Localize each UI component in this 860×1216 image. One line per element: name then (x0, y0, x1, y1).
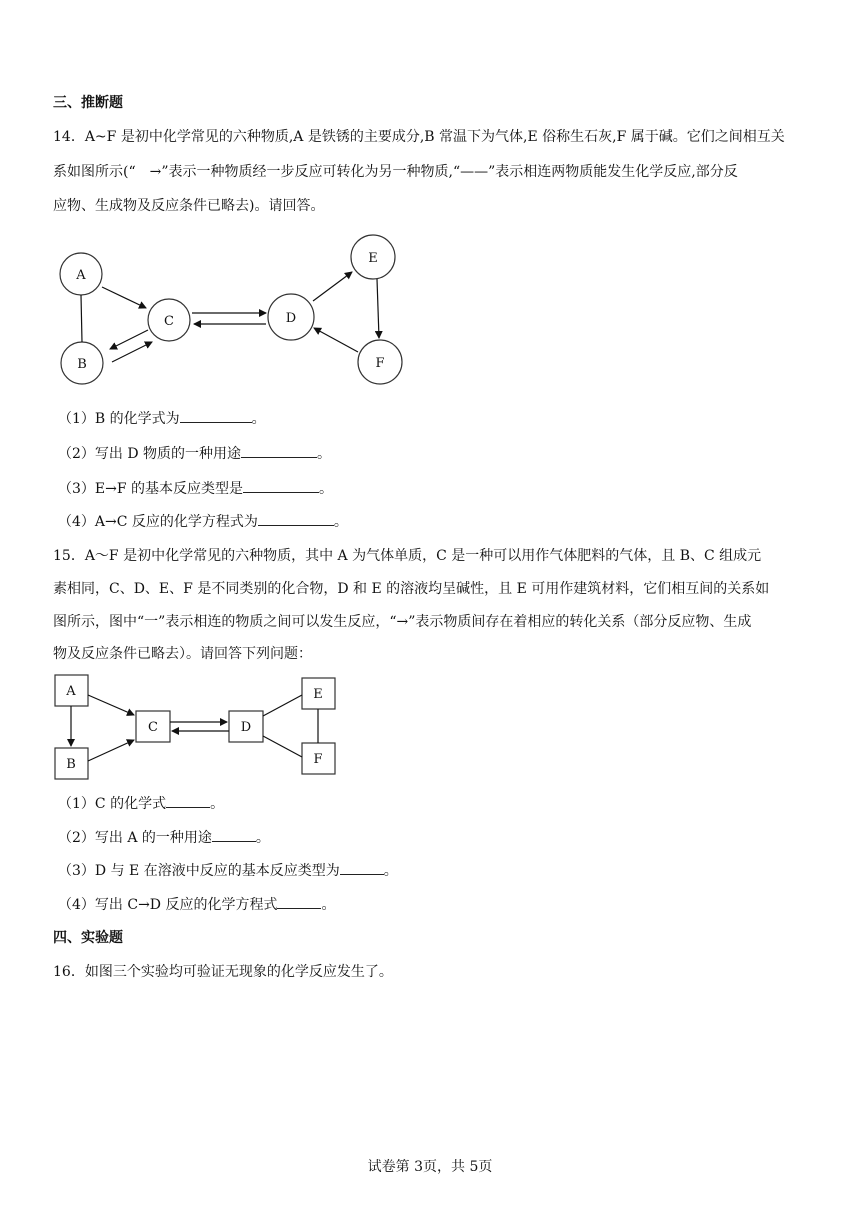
section-heading-inference: 三、推断题 (53, 95, 123, 111)
answer-blank[interactable] (258, 511, 334, 526)
q15-relation-diagram (0, 670, 860, 785)
q14-node-label-d: D (285, 311, 297, 326)
q14-node-label-e: E (368, 251, 378, 266)
q14-sub-question-1: （1）B 的化学式为 。 (58, 408, 266, 429)
answer-blank[interactable] (277, 894, 321, 909)
q14-stem-line-2: 系如图所示(“ →”表示一种物质经一步反应可转化为另一种物质,“——”表示相连两物质能发生化学反应,部分反 (53, 164, 738, 180)
q14-node-label-f: F (375, 356, 385, 371)
q15-stem-line-1: 15．A～F 是初中化学常见的六种物质，其中 A 为气体单质，C 是一种可以用作气体肥料的气体，且 B、C 组成元 (53, 548, 762, 564)
q14-node-label-b: B (77, 357, 87, 372)
q15-sub-question-1: （1）C 的化学式 。 (58, 793, 224, 814)
q15-sub-question-3: （3）D 与 E 在溶液中反应的基本反应类型为 。 (58, 860, 398, 881)
q15-node-label-b: B (66, 757, 76, 772)
answer-blank[interactable] (180, 408, 252, 423)
q14-sub-question-4: （4）A→C 反应的化学方程式为 。 (58, 511, 348, 532)
q14-sub-question-2: （2）写出 D 物质的一种用途 。 (58, 443, 331, 464)
q15-arrow-a-to-c (88, 695, 134, 715)
q15-node-label-e: E (313, 687, 323, 702)
q14-arrow-c-to-b (110, 330, 148, 349)
q15-link-d-e (263, 695, 302, 716)
answer-blank[interactable] (340, 860, 384, 875)
q15-arrow-b-to-c (88, 740, 134, 761)
q15-node-label-d: D (240, 720, 252, 735)
q15-node-label-c: C (148, 720, 158, 735)
q15-sub-question-2: （2）写出 A 的一种用途 。 (58, 827, 270, 848)
q14-arrow-e-to-f (377, 279, 379, 338)
page-footer: 试卷第 3页，共 5页 (367, 1159, 493, 1175)
q15-node-label-f: F (313, 752, 323, 767)
q14-node-label-a: A (76, 268, 86, 283)
q14-stem-line-3: 应物、生成物及反应条件已略去)。请回答。 (53, 198, 325, 214)
q14-stem-line-1: 14．A~F 是初中化学常见的六种物质,A 是铁锈的主要成分,B 常温下为气体,E 俗称生石灰,F 属于碱。它们之间相互关 (53, 129, 785, 145)
q15-stem-line-3: 图所示，图中“一”表示相连的物质之间可以发生反应，“→”表示物质间存在着相应的转化关系（部分反应物、生成 (53, 614, 752, 630)
q16-stem-line-1: 16．如图三个实验均可验证无现象的化学反应发生了。 (53, 964, 393, 980)
q14-arrow-a-to-c (102, 287, 146, 308)
answer-blank[interactable] (243, 478, 319, 493)
q15-stem-line-2: 素相同，C、D、E、F 是不同类别的化合物，D 和 E 的溶液均呈碱性，且 E 可用作建筑材料，它们相互间的关系如 (53, 581, 770, 597)
q15-node-label-a: A (66, 684, 76, 699)
q14-relation-diagram (0, 225, 860, 395)
answer-blank[interactable] (212, 827, 256, 842)
q14-sub-question-3: （3）E→F 的基本反应类型是 。 (58, 478, 333, 499)
q15-sub-question-4: （4）写出 C→D 反应的化学方程式 。 (58, 894, 335, 915)
q14-node-label-c: C (164, 314, 174, 329)
q14-arrow-f-to-d (314, 328, 358, 352)
q14-arrow-d-to-e (313, 272, 352, 301)
q15-link-d-f (263, 736, 302, 757)
answer-blank[interactable] (241, 443, 317, 458)
section-heading-experiment: 四、实验题 (53, 930, 123, 946)
q15-stem-line-4: 物及反应条件已略去）。请回答下列问题： (53, 646, 312, 662)
answer-blank[interactable] (166, 793, 210, 808)
q14-link-a-b (81, 295, 82, 342)
